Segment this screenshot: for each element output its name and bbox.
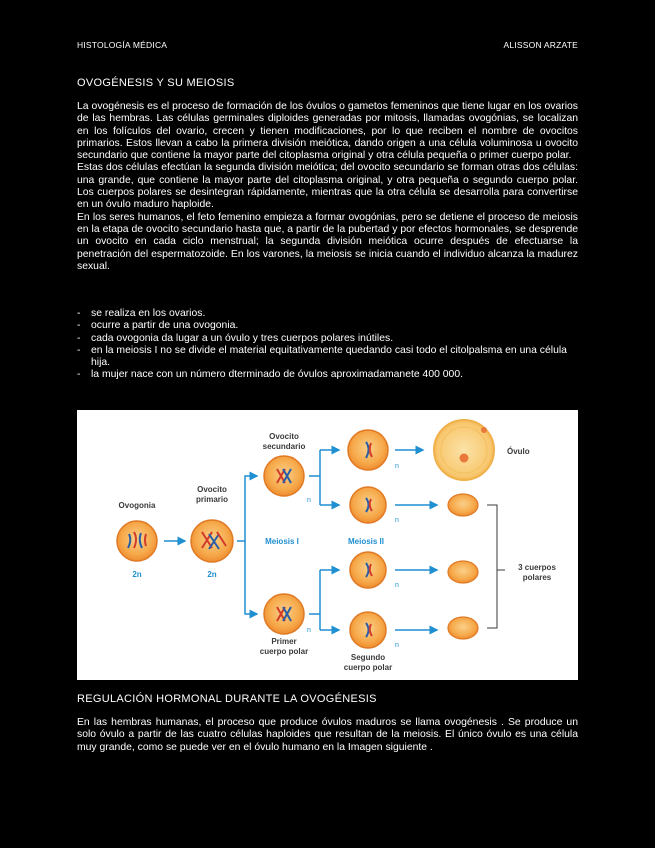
arrow (237, 476, 257, 541)
polar-body (448, 561, 478, 583)
bullet-list (77, 308, 578, 382)
label-ovogonia: Ovogonia (118, 501, 156, 510)
arrow (245, 541, 257, 614)
label-meiosis-1: Meiosis I (265, 537, 299, 546)
label-segundo-cuerpo-polar: cuerpo polar (343, 663, 393, 672)
label-ovocito-secundario: secundario (262, 442, 306, 451)
label-ovulo: Óvulo (507, 447, 530, 456)
ploidy-n: n (395, 642, 399, 649)
regulacion-paragraph: En las hembras humanas, el proceso que produce óvulos maduros se llama ovogénesis . Se produce un solo óvulo a partir de las cuatro células haploides que resultan de la meiosis. El único óvulo es una célula muy grande, como se puede ver en el óvulo humano en la Imagen siguiente . (77, 717, 578, 753)
label-ovocito-primario: primario (195, 495, 229, 504)
label-tres-cuerpos-polares: polares (522, 573, 552, 582)
ovocito-secundario-cell (264, 456, 304, 496)
paragraph: En los seres humanos, el feto femenino empieza a formar ovogónias, pero se detiene el proceso de meiosis en la etapa de ovocito secundario hasta que, a partir de la pubertad y por efectos hormonales, se desprende un ovocito en cada ciclo menstrual; la segunda división meiótica ocurre después de efectuarse la penetración del espermatozoide. En los varones, la meiosis se inicia cuando el individuo alcanza la madurez sexual. (77, 211, 578, 272)
header-left: HISTOLOGÍA MÉDICA (77, 40, 168, 50)
ploidy-2n: 2n (207, 570, 217, 579)
paragraph: La ovogénesis es el proceso de formación de los óvulos o gametos femeninos que tiene lugar en los ovarios de las hembras. Las células germinales diploides generadas por mitosis, llamadas ovogónias, se localizan en los folículos del ovario, crecen y tienen modificaciones, por lo que reciben el nombre de ovocitos primarios. Estos llevan a cabo la primera división meiótica, dando origen a una célula voluminosa u ovocito secundario que contiene la mayor parte del citoplasma original y otra célula pequeña o primer cuerpo polar. (77, 101, 578, 162)
chromosome (145, 534, 146, 546)
ovogenesis-paragraphs (77, 101, 578, 273)
oogenesis-diagram-svg (77, 410, 578, 680)
list-item: - se realiza en los ovarios. (77, 308, 578, 320)
label-meiosis-2: Meiosis II (347, 537, 385, 546)
list-item: - ocurre a partir de una ovogonia. (77, 320, 578, 332)
ovulo-nucleus (460, 454, 469, 463)
label-ovocito-primario: Ovocito (197, 485, 227, 494)
header-right: ALISSON ARZATE (503, 40, 578, 50)
oogenesis-diagram (77, 410, 578, 680)
ploidy-n: n (395, 463, 399, 470)
primer-cuerpo-polar-cell (264, 594, 304, 634)
ovocito-primario-cell (191, 520, 233, 562)
label-primer-cuerpo-polar: Primer (271, 637, 297, 646)
label-tres-cuerpos-polares: 3 cuerpos (518, 563, 556, 572)
ovulo-polar-body (481, 427, 487, 433)
list-item: - la mujer nace con un número dterminado de óvulos aproximadamanete 400 000. (77, 369, 578, 381)
polar-body (448, 617, 478, 639)
list-item: - en la meiosis I no se divide el material equitativamente quedando casi todo el citolpalsma en una célula hija. (77, 345, 578, 370)
label-primer-cuerpo-polar: cuerpo polar (259, 647, 309, 656)
label-segundo-cuerpo-polar: Segundo (350, 653, 386, 662)
ploidy-n: n (307, 497, 311, 504)
label-ovocito-secundario: Ovocito (269, 432, 299, 441)
paragraph: Estas dos células efectúan la segunda división meiótica; del ovocito secundario se forman otras dos células: una grande, que contiene la mayor parte del citoplasma original, y otra pequeña o segundo cuerpo polar. Los cuerpos polares se desintegran rápidamente, mientras que la otra célula se desarrolla para convertirse en un óvulo maduro haploide. (77, 162, 578, 211)
section-title-regulacion: REGULACIÓN HORMONAL DURANTE LA OVOGÉNESIS (77, 693, 377, 705)
ploidy-n: n (395, 517, 399, 524)
section-title-ovogenesis: OVOGÉNESIS Y SU MEIOSIS (77, 77, 235, 89)
polar-body (448, 494, 478, 516)
ploidy-n: n (307, 627, 311, 634)
ovogonia-cell (117, 521, 157, 561)
polar-bodies-bracket (487, 505, 505, 628)
ploidy-2n: 2n (132, 570, 142, 579)
ploidy-n: n (395, 582, 399, 589)
list-item: - cada ovogonia da lugar a un óvulo y tres cuerpos polares inútiles. (77, 333, 578, 345)
